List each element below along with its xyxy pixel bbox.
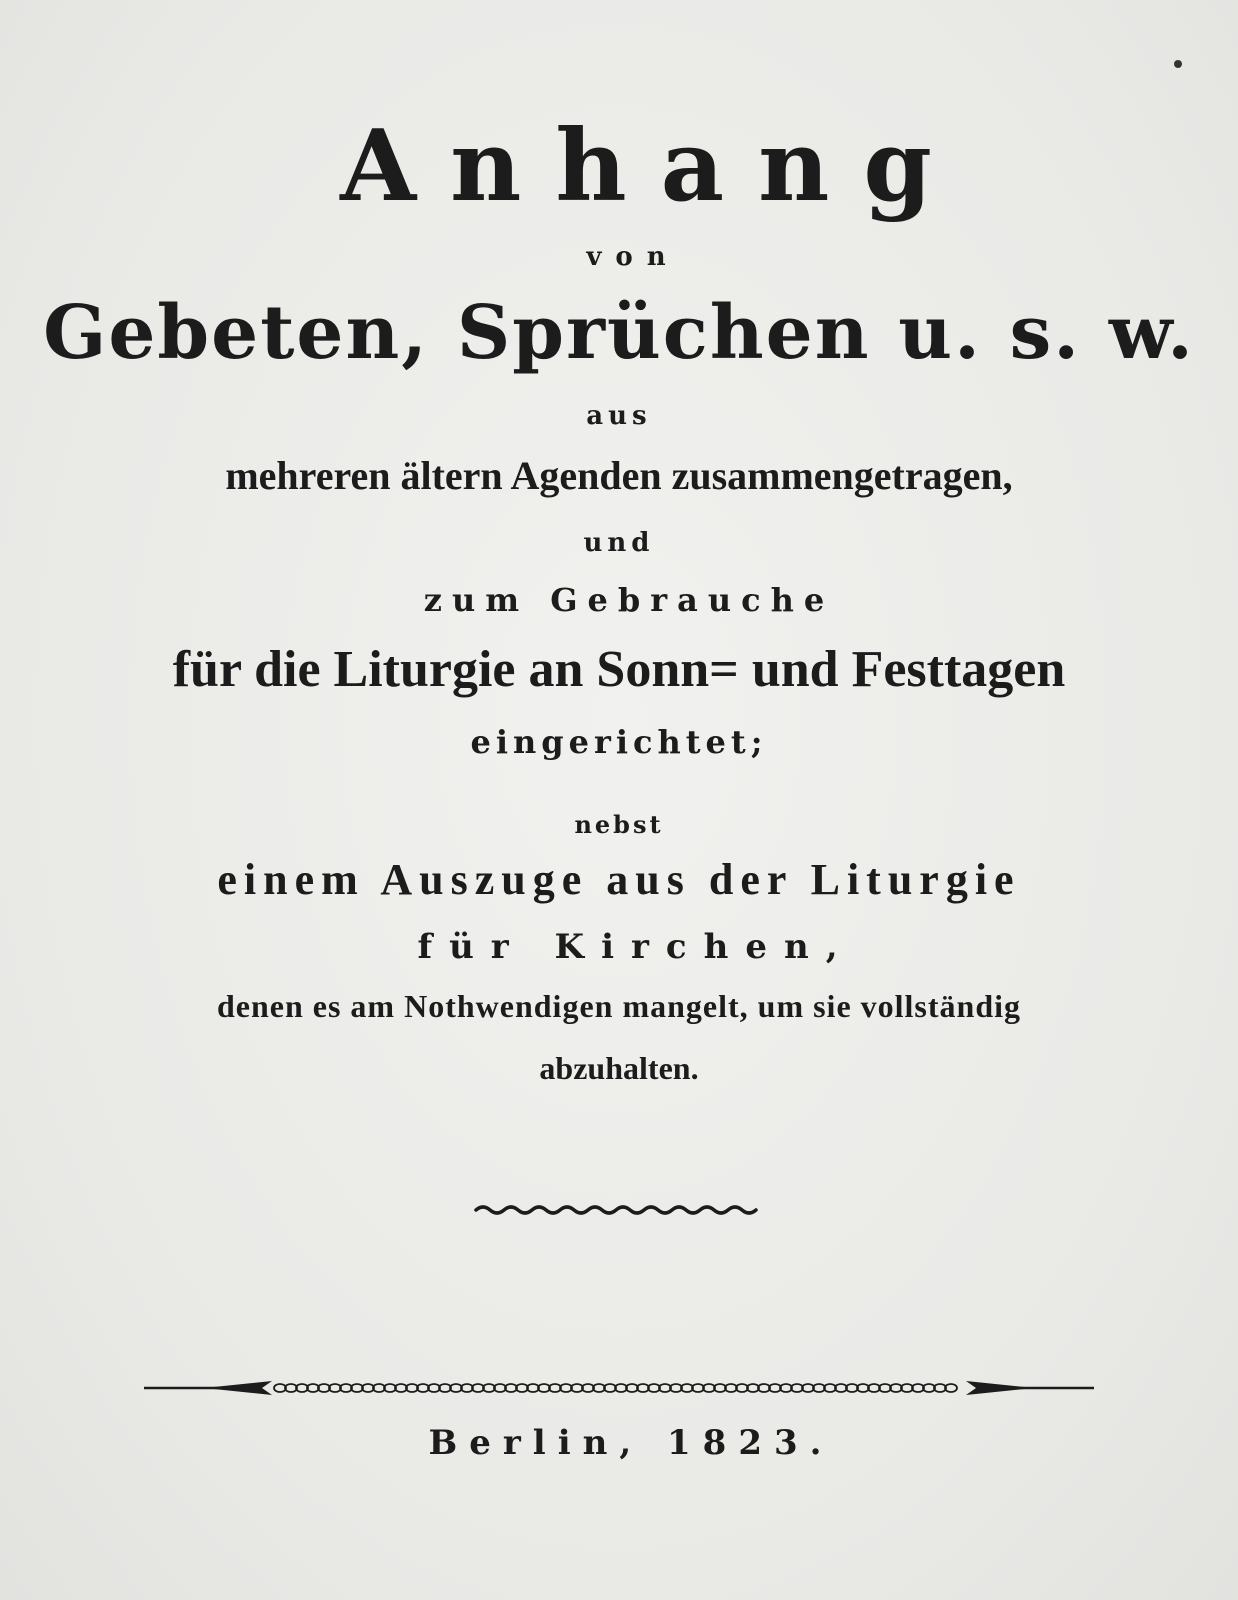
ornamental-rule: [144, 1376, 1094, 1400]
ink-speck: [1174, 60, 1182, 68]
wavy-divider: [474, 1202, 758, 1218]
title-line-eingerichtet: eingerichtet;: [470, 723, 768, 761]
title-line-nebst: nebst: [574, 810, 664, 839]
title-line-kirchen: für Kirchen,: [417, 927, 855, 967]
title-line-auszug: einem Auszuge aus der Liturgie: [217, 855, 1021, 904]
title-line-gebeten: Gebeten, Sprüchen u. s. w.: [43, 290, 1195, 376]
title-line-denen: denen es am Nothwendigen mangelt, um sie vollständig: [216, 988, 1022, 1024]
imprint-place-year: Berlin, 1823.: [428, 1423, 834, 1463]
title-line-mehreren: mehreren ältern Agenden zusammengetragen,: [225, 453, 1013, 498]
title-line-zum-gebrauche: zum Gebrauche: [423, 581, 835, 619]
page-title: Anhang: [340, 109, 966, 224]
title-line-aus: aus: [586, 401, 652, 431]
title-line-von: von: [586, 242, 680, 272]
title-line-fuer-liturgie: für die Liturgie an Sonn= und Festtagen: [172, 641, 1066, 698]
title-line-abzuhalten: abzuhalten.: [539, 1050, 699, 1086]
title-line-und: und: [583, 528, 655, 558]
